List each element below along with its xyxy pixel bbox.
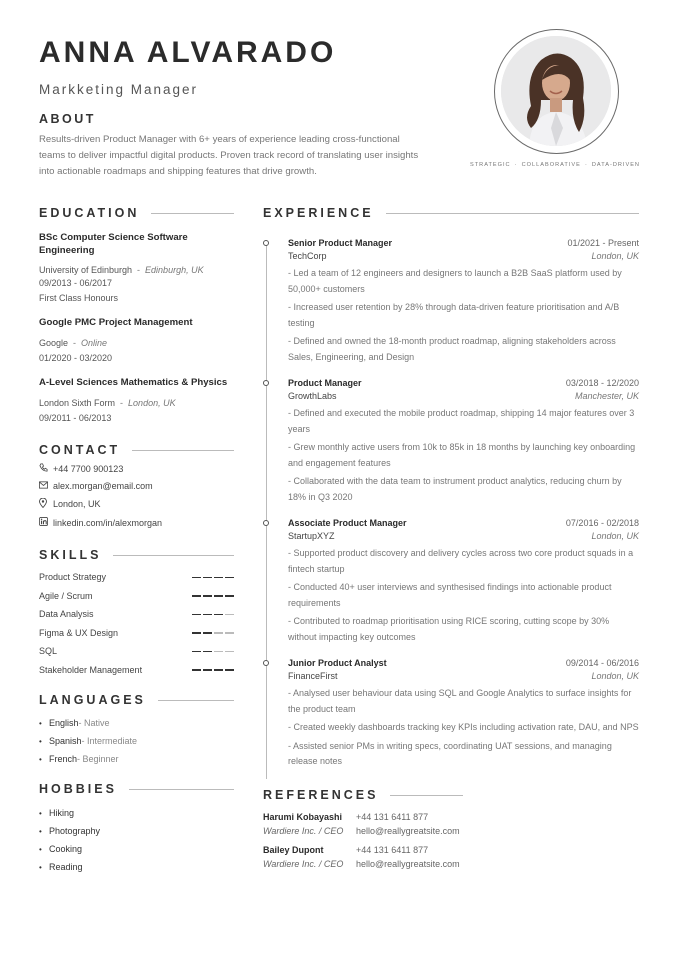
skill-level-dash <box>214 669 223 671</box>
job-bullet: - Assisted senior PMs in writing specs, coordinating UAT sessions, and managing release notes <box>288 740 612 766</box>
left-column <box>39 206 234 876</box>
reference-phone[interactable]: +44 131 6411 877 <box>356 845 429 855</box>
education-dates: 09/2013 - 06/2017 <box>39 278 113 288</box>
skill-level-dash <box>225 669 234 671</box>
skills-list <box>39 568 234 679</box>
language-name: Spanish <box>49 736 82 746</box>
hobby: Cooking <box>49 844 83 854</box>
experience-heading-text: EXPERIENCE <box>263 206 374 220</box>
phone-text: +44 7700 900123 <box>53 463 124 474</box>
job-bullet: - Defined and executed the mobile product roadmap, shipping 14 major features over 3 years <box>288 408 635 434</box>
language-name: English <box>49 718 79 728</box>
skill-level-meter <box>192 632 234 634</box>
divider <box>151 213 234 214</box>
skill-row <box>39 642 234 661</box>
trait-collaborative: COLLABORATIVE <box>521 162 581 168</box>
skill-level-dash <box>214 632 223 634</box>
list-item <box>39 804 234 822</box>
degree: Google PMC Project Management <box>39 317 193 328</box>
job-entry <box>288 658 639 770</box>
timeline-node-icon <box>263 660 269 666</box>
job-location: London, UK <box>591 251 639 261</box>
skill-level-meter <box>192 595 234 597</box>
profile-photo-frame <box>494 29 619 154</box>
bullet-icon: • <box>39 862 42 872</box>
hobby: Photography <box>49 826 101 836</box>
divider <box>158 700 234 701</box>
skill-level-dash <box>214 614 223 616</box>
trait-data-driven: DATA-DRIVEN <box>591 162 640 168</box>
job-title: Junior Product Analyst <box>288 658 387 668</box>
skill-level-dash <box>203 577 212 579</box>
hobbies-heading <box>39 782 234 796</box>
reference-name: Harumi Kobayashi <box>263 812 343 822</box>
education-dates: 09/2011 - 06/2013 <box>39 413 112 423</box>
skill-level-dash <box>214 577 223 579</box>
job-bullet: - Increased user retention by 28% through data-driven feature prioritisation and A/B testing <box>288 302 620 328</box>
job-title: Markketing Manager <box>39 82 199 97</box>
skill-name: Product Strategy <box>39 572 107 583</box>
languages-list <box>39 714 234 768</box>
job-title: Associate Product Manager <box>288 518 407 528</box>
job-dates: 09/2014 - 06/2016 <box>565 658 639 668</box>
job-title: Product Manager <box>288 378 362 388</box>
list-item <box>39 858 234 876</box>
profile-photo <box>501 36 611 146</box>
skill-level-dash <box>192 614 201 616</box>
divider <box>386 213 639 214</box>
about-heading: ABOUT <box>39 112 96 126</box>
skill-level-dash <box>225 577 234 579</box>
job-entry <box>288 238 639 365</box>
degree: BSc Computer Science Software Engineering <box>39 232 188 256</box>
job-bullet: - Grew monthly active users from 10k to 85k in 18 months by launching key onboarding and engagement features <box>288 442 636 468</box>
language-level: - Intermediate <box>81 736 138 746</box>
degree: A-Level Sciences Mathematics & Physics <box>39 377 228 388</box>
job-dates: 03/2018 - 12/2020 <box>565 378 639 388</box>
contact-email[interactable] <box>39 481 234 491</box>
job-location: Manchester, UK <box>574 391 639 401</box>
job-entry <box>288 518 639 645</box>
language-level: - Beginner <box>77 754 119 764</box>
job-bullet: - Defined and owned the 18-month product roadmap, aligning stakeholders across Sales, Engineering, and Design <box>288 336 616 362</box>
skill-level-dash <box>225 614 234 616</box>
skill-level-dash <box>225 632 234 634</box>
skill-level-meter <box>192 614 234 616</box>
bullet-icon: • <box>39 718 42 728</box>
skill-level-dash <box>225 595 234 597</box>
traits-line <box>470 162 640 168</box>
list-item <box>39 822 234 840</box>
experience-heading <box>263 206 639 220</box>
timeline-node-icon <box>263 520 269 526</box>
job-bullet: - Collaborated with the data team to instrument product analytics, reducing churn by 18% in Q3 2020 <box>288 476 622 502</box>
email-text: alex.morgan@email.com <box>53 481 153 491</box>
contact-phone[interactable] <box>39 463 234 474</box>
skill-level-dash <box>192 651 201 653</box>
school-location: Edinburgh, UK <box>145 265 204 275</box>
job-dates: 01/2021 - Present <box>567 238 639 248</box>
bullet-icon: • <box>39 808 42 818</box>
education-item <box>39 316 234 363</box>
trait-separator: · <box>584 162 588 168</box>
skill-level-dash <box>203 669 212 671</box>
separator: - <box>120 398 124 408</box>
hobby: Reading <box>49 862 83 872</box>
skill-level-dash <box>203 595 212 597</box>
education-item <box>39 231 234 303</box>
person-name: ANNA ALVARADO <box>39 36 337 69</box>
skill-name: Figma & UX Design <box>39 627 119 638</box>
skill-name: Agile / Scrum <box>39 590 93 601</box>
hobbies-heading-text: HOBBIES <box>39 782 117 796</box>
experience-timeline <box>263 238 639 770</box>
list-item <box>39 750 234 768</box>
education-heading <box>39 206 234 220</box>
bullet-icon: • <box>39 826 42 836</box>
about-text: Results-driven Product Manager with 6+ years of experience leading cross-functional teams to deliver impactful digital products. Proven track record of translating user insights into actionable roadmaps and shipping features that drive growth. <box>39 134 419 177</box>
contact-heading <box>39 443 234 457</box>
job-dates: 07/2016 - 02/2018 <box>565 518 639 528</box>
contact-location <box>39 498 234 510</box>
divider <box>113 555 234 556</box>
references-heading <box>263 788 463 802</box>
job-bullet: - Contributed to roadmap prioritisation using RICE scoring, cutting scope by 30% without impacting key outcomes <box>288 616 610 642</box>
divider <box>132 450 234 451</box>
school: London Sixth Form <box>39 398 116 408</box>
divider <box>129 789 234 790</box>
timeline-node-icon <box>263 380 269 386</box>
job-location: London, UK <box>591 671 639 681</box>
languages-heading <box>39 693 234 707</box>
education-item <box>39 376 234 423</box>
language-name: French <box>49 754 78 764</box>
job-bullet: - Analysed user behaviour data using SQL and Google Analytics to surface insights for the product team <box>288 688 632 714</box>
skill-level-dash <box>214 651 223 653</box>
company: FinanceFirst <box>288 671 338 681</box>
skill-name: Stakeholder Management <box>39 664 143 675</box>
skill-row <box>39 624 234 643</box>
separator: - <box>73 338 77 348</box>
skill-row <box>39 568 234 587</box>
skill-level-dash <box>203 614 212 616</box>
right-column <box>263 206 639 783</box>
skill-name: SQL <box>39 646 58 657</box>
reference-entry <box>263 845 463 869</box>
skill-level-dash <box>192 632 201 634</box>
school-row <box>39 398 234 408</box>
timeline-line <box>266 244 267 779</box>
company: TechCorp <box>288 251 327 261</box>
skill-name: Data Analysis <box>39 609 94 620</box>
portrait-image <box>501 36 611 146</box>
list-item <box>39 714 234 732</box>
school-row <box>39 265 234 275</box>
reference-phone[interactable]: +44 131 6411 877 <box>356 812 429 822</box>
skill-row <box>39 661 234 680</box>
reference-entry <box>263 812 463 836</box>
skills-heading <box>39 548 234 562</box>
linkedin-icon <box>39 517 53 528</box>
reference-name: Bailey Dupont <box>263 845 324 855</box>
separator: - <box>137 265 141 275</box>
bullet-icon: • <box>39 754 42 764</box>
skills-heading-text: SKILLS <box>39 548 102 562</box>
education-honours: First Class Honours <box>39 293 119 303</box>
skill-level-meter <box>192 577 234 579</box>
skill-level-dash <box>203 651 212 653</box>
school: University of Edinburgh <box>39 265 133 275</box>
company: StartupXYZ <box>288 531 335 541</box>
hobby: Hiking <box>49 808 75 818</box>
list-item <box>39 732 234 750</box>
language-level: - Native <box>78 718 110 728</box>
skill-level-dash <box>192 595 201 597</box>
school-row <box>39 338 234 348</box>
divider <box>390 795 463 796</box>
skill-level-meter <box>192 651 234 653</box>
school-location: Online <box>81 338 108 348</box>
job-entry <box>288 378 639 505</box>
school-location: London, UK <box>128 398 176 408</box>
job-bullet: - Created weekly dashboards tracking key KPIs including activation rate, DAU, and NPS <box>288 722 639 732</box>
skill-level-dash <box>192 577 201 579</box>
skill-level-dash <box>225 651 234 653</box>
mail-icon <box>39 481 53 491</box>
skill-row <box>39 605 234 624</box>
linkedin-text: linkedin.com/in/alexmorgan <box>53 517 163 528</box>
job-bullet: - Led a team of 12 engineers and designers to launch a B2B SaaS platform used by 50,000+ customers <box>288 268 622 294</box>
skill-level-dash <box>192 669 201 671</box>
job-bullet: - Conducted 40+ user interviews and synthesised findings into actionable product requirements <box>288 582 612 608</box>
education-heading-text: EDUCATION <box>39 206 140 220</box>
job-title: Senior Product Manager <box>288 238 393 248</box>
school: Google <box>39 338 69 348</box>
contact-heading-text: CONTACT <box>39 443 121 457</box>
education-dates: 01/2020 - 03/2020 <box>39 353 113 363</box>
references-section <box>263 788 463 869</box>
skill-level-dash <box>214 595 223 597</box>
phone-icon <box>39 463 53 474</box>
bullet-icon: • <box>39 736 42 746</box>
hobbies-list <box>39 804 234 876</box>
header <box>39 36 439 180</box>
company: GrowthLabs <box>288 391 337 401</box>
reference-email[interactable]: hello@reallygreatsite.com <box>356 826 460 836</box>
reference-email[interactable]: hello@reallygreatsite.com <box>356 859 460 869</box>
location-text: London, UK <box>53 499 101 509</box>
timeline-node-icon <box>263 240 269 246</box>
job-bullet: - Supported product discovery and delivery cycles across two core product squads in a fintech startup <box>288 548 634 574</box>
list-item <box>39 840 234 858</box>
references-heading-text: REFERENCES <box>263 788 379 802</box>
skill-row <box>39 587 234 606</box>
contact-linkedin[interactable] <box>39 517 234 528</box>
languages-heading-text: LANGUAGES <box>39 693 146 707</box>
reference-role: Wardiere Inc. / CEO <box>263 859 344 869</box>
skill-level-meter <box>192 669 234 671</box>
reference-role: Wardiere Inc. / CEO <box>263 826 344 836</box>
trait-separator: · <box>514 162 518 168</box>
contact-list <box>39 463 234 528</box>
location-pin-icon <box>39 498 53 510</box>
job-location: London, UK <box>591 531 639 541</box>
bullet-icon: • <box>39 844 42 854</box>
trait-strategic: STRATEGIC <box>470 162 511 168</box>
skill-level-dash <box>203 632 212 634</box>
